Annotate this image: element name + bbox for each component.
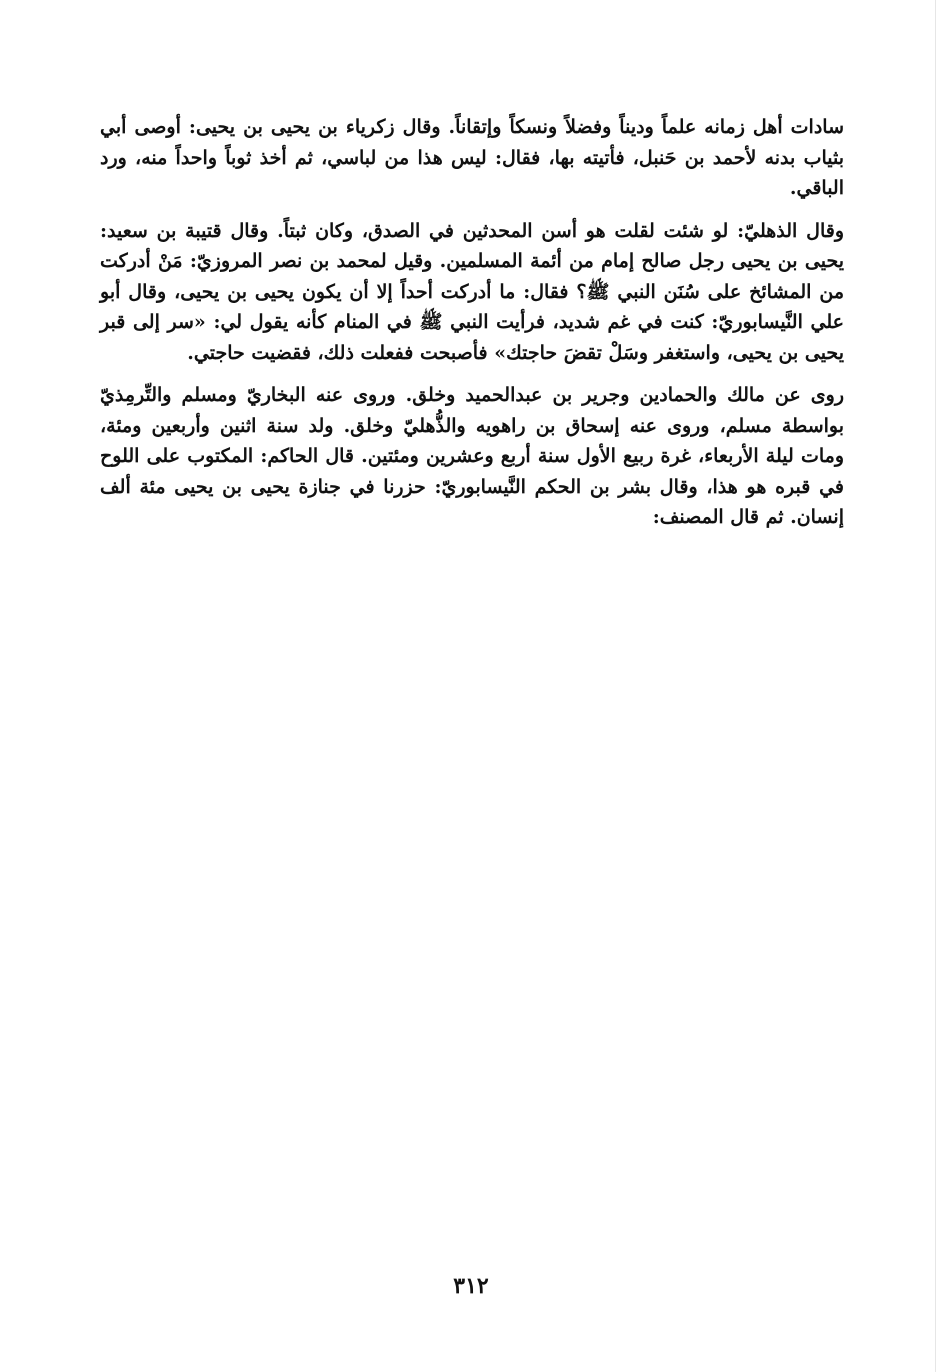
paragraph-2: وقال الذهليّ: لو شئت لقلت هو أسن المحدثين في الصدق، وكان ثبتاً. وقال قتيبة بن سعيد: يحيى بن يحيى رجل صالح إمام من أئمة المسلمين. وقيل لمحمد بن نصر المروزيّ: مَنْ أدركت من المشائخ على سُنَن النبي ﷺ؟ فقال: ما أدركت أحداً إلا أن يكون يحيى بن يحيى، وقال أبو علي النَّيسابوريّ: كنت في غم شديد، فرأيت النبي ﷺ في المنام كأنه يقول لي: «سر إلى قبر يحيى بن يحيى، واستغفر وسَلْ تقضَ حاجتك» فأصبحت ففعلت ذلك، فقضيت حاجتي. xyxy=(100,219,844,364)
page-edge-line xyxy=(935,0,936,1372)
paragraph-3: روى عن مالك والحمادين وجرير بن عبدالحميد وخلق. وروى عنه البخاريّ ومسلم والتِّرمِذيّ بواسطة مسلم، وروى عنه إسحاق بن راهويه والذُّهليّ وخلق. ولد سنة اثنين وأربعين ومئة، ومات ليلة الأربعاء، غرة ربيع الأول سنة أربع وعشرين ومئتين. قال الحاكم: المكتوب على اللوح في قبره هو هذا، وقال بشر بن الحكم النَّيسابوريّ: حزرنا في جنازة يحيى بن يحيى مئة ألف إنسان. ثم قال المصنف: xyxy=(100,384,844,528)
page-number: ٣١٢ xyxy=(453,1273,489,1299)
body-text xyxy=(100,112,844,545)
paragraph-1: سادات أهل زمانه علماً وديناً وفضلاً ونسكاً وإتقاناً. وقال زكرياء بن يحيى بن يحيى: أوصى أبي بثياب بدنه لأحمد بن حَنبل، فأتيته بها، فقال: ليس هذا من لباسي، ثم أخذ ثوباً واحداً منه، ورد الباقي. xyxy=(100,116,844,199)
